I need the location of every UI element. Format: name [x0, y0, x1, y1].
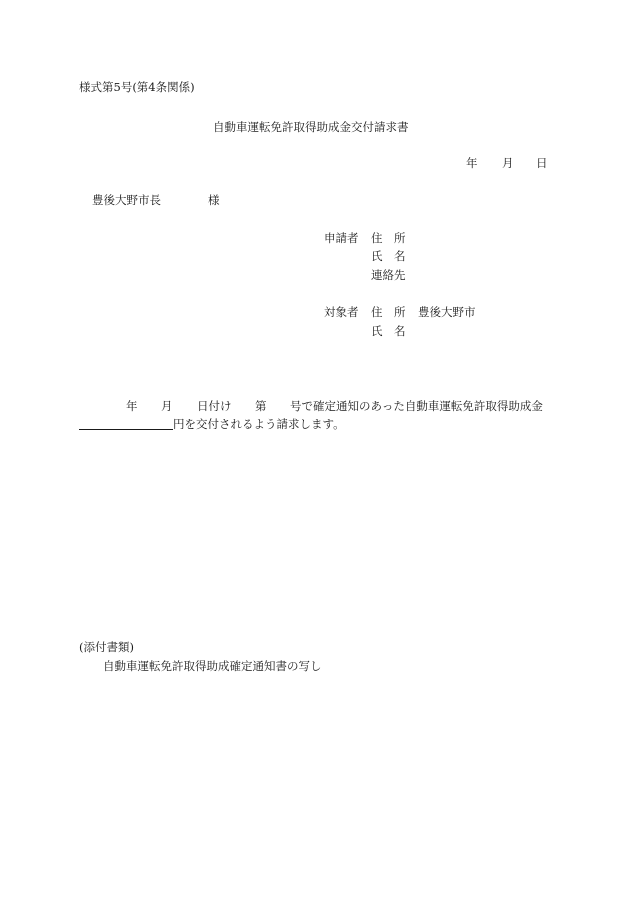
attachments-item: 自動車運転免許取得助成確定通知書の写し [103, 659, 322, 673]
date-day: 日 [536, 156, 548, 170]
addressee-name: 豊後大野市長 [92, 193, 161, 207]
body-month: 月 [161, 399, 173, 413]
body-line2 [79, 417, 345, 431]
body-line1-rest: 号で確定通知のあった自動車運転免許取得助成金 [290, 399, 543, 413]
body-year: 年 [126, 399, 138, 413]
date-year: 年 [466, 156, 478, 170]
applicant-address-label: 住 所 [371, 231, 406, 245]
applicant-label: 申請者 [324, 231, 359, 245]
date-month: 月 [502, 156, 514, 170]
document-title: 自動車運転免許取得助成金交付請求書 [213, 120, 409, 134]
addressee-honorific: 様 [208, 193, 220, 207]
subject-address-label: 住 所 [371, 305, 406, 319]
subject-address-value: 豊後大野市 [418, 305, 476, 319]
form-number: 様式第5号(第4条関係) [79, 80, 195, 94]
body-number-prefix: 第 [255, 399, 267, 413]
body-dated: 日付け [197, 399, 232, 413]
attachments-heading: (添付書類) [79, 640, 134, 654]
applicant-contact-label: 連絡先 [371, 268, 406, 282]
applicant-name-label: 氏 名 [371, 249, 406, 263]
subject-label: 対象者 [324, 305, 359, 319]
subject-name-label: 氏 名 [371, 324, 406, 338]
amount-blank-line [79, 417, 173, 430]
body-line2-text: 円を交付されるよう請求します。 [173, 417, 345, 431]
